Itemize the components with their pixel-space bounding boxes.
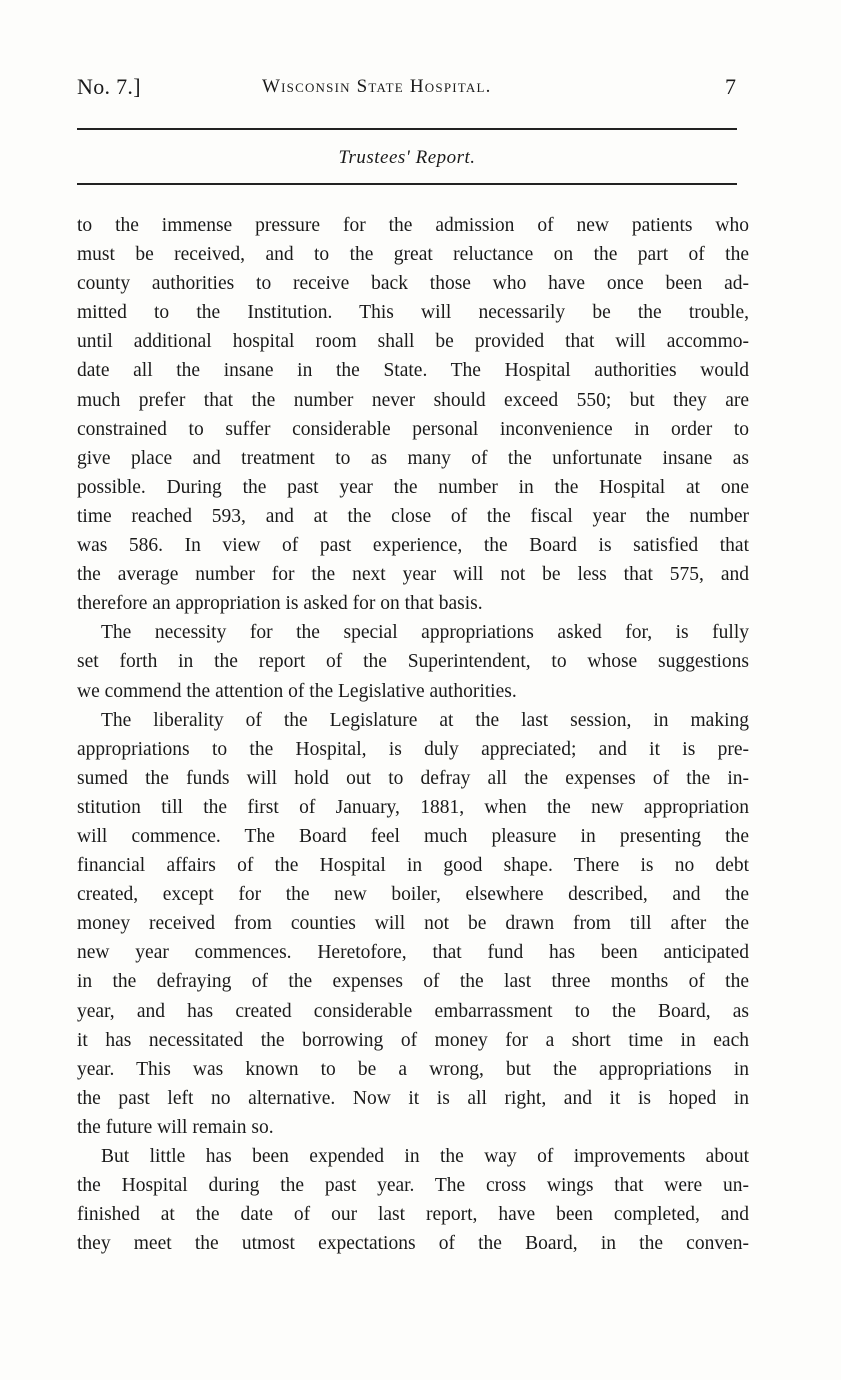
- text-line: constrained to suffer considerable personal inconvenience in order to: [77, 418, 749, 440]
- body-text: [77, 211, 749, 1258]
- text-line: time reached 593, and at the close of the fiscal year the number: [77, 505, 749, 527]
- text-line: possible. During the past year the number in the Hospital at one: [77, 476, 749, 498]
- text-line: created, except for the new boiler, elsewhere described, and the: [77, 884, 749, 906]
- running-header: [77, 74, 742, 106]
- text-line: But little has been expended in the way of improvements about: [101, 1146, 749, 1167]
- text-line: county authorities to receive back those who have once been ad-: [77, 273, 749, 295]
- text-line: The necessity for the special appropriations asked for, is fully: [101, 622, 749, 644]
- running-title: Wisconsin State Hospital.: [262, 76, 492, 97]
- text-line: year. This was known to be a wrong, but the appropriations in: [77, 1058, 749, 1080]
- text-line: in the defraying of the expenses of the last three months of the: [77, 971, 749, 993]
- text-line: they meet the utmost expectations of the Board, in the conven-: [77, 1233, 749, 1255]
- text-line: was 586. In view of past experience, the Board is satisfied that: [77, 535, 749, 557]
- text-line: it has necessitated the borrowing of money for a short time in each: [77, 1029, 749, 1051]
- text-line: give place and treatment to as many of the unfortunate insane as: [77, 447, 749, 469]
- text-line: must be received, and to the great reluctance on the part of the: [77, 244, 749, 266]
- text-line: to the immense pressure for the admission of new patients who: [77, 215, 749, 236]
- text-line: The liberality of the Legislature at the last session, in making: [101, 709, 749, 731]
- text-line: the future will remain so.: [77, 1116, 274, 1138]
- text-line: the average number for the next year will not be less that 575, and: [77, 564, 749, 586]
- text-line: mitted to the Institution. This will necessarily be the trouble,: [77, 302, 749, 324]
- text-line: new year commences. Heretofore, that fund has been anticipated: [77, 942, 749, 964]
- text-line: sumed the funds will hold out to defray all the expenses of the in-: [77, 767, 749, 789]
- page-number: 7: [725, 74, 736, 99]
- text-line: the past left no alternative. Now it is all right, and it is hoped in: [77, 1087, 749, 1109]
- text-line: until additional hospital room shall be provided that will accommo-: [77, 331, 749, 353]
- text-line: appropriations to the Hospital, is duly appreciated; and it is pre-: [77, 738, 749, 760]
- section-subtitle: Trustees' Report.: [338, 147, 476, 168]
- text-line: finished at the date of our last report, have been completed, and: [77, 1204, 749, 1226]
- text-line: date all the insane in the State. The Hospital authorities would: [77, 360, 749, 382]
- text-line: money received from counties will not be drawn from till after the: [77, 913, 749, 935]
- text-line: stitution till the first of January, 1881, when the new appropriation: [77, 796, 749, 818]
- header-rule-top: [77, 128, 737, 130]
- text-line: the Hospital during the past year. The cross wings that were un-: [77, 1175, 749, 1197]
- document-number: No. 7.]: [77, 74, 141, 99]
- text-line: therefore an appropriation is asked for on that basis.: [77, 593, 483, 615]
- text-line: much prefer that the number never should exceed 550; but they are: [77, 389, 749, 411]
- text-line: set forth in the report of the Superintendent, to whose suggestions: [77, 651, 749, 673]
- text-line: we commend the attention of the Legislative authorities.: [77, 680, 517, 702]
- header-rule-bottom: [77, 183, 737, 185]
- text-line: financial affairs of the Hospital in good shape. There is no debt: [77, 855, 749, 877]
- text-line: year, and has created considerable embarrassment to the Board, as: [77, 1000, 749, 1022]
- text-line: will commence. The Board feel much pleasure in presenting the: [77, 825, 749, 847]
